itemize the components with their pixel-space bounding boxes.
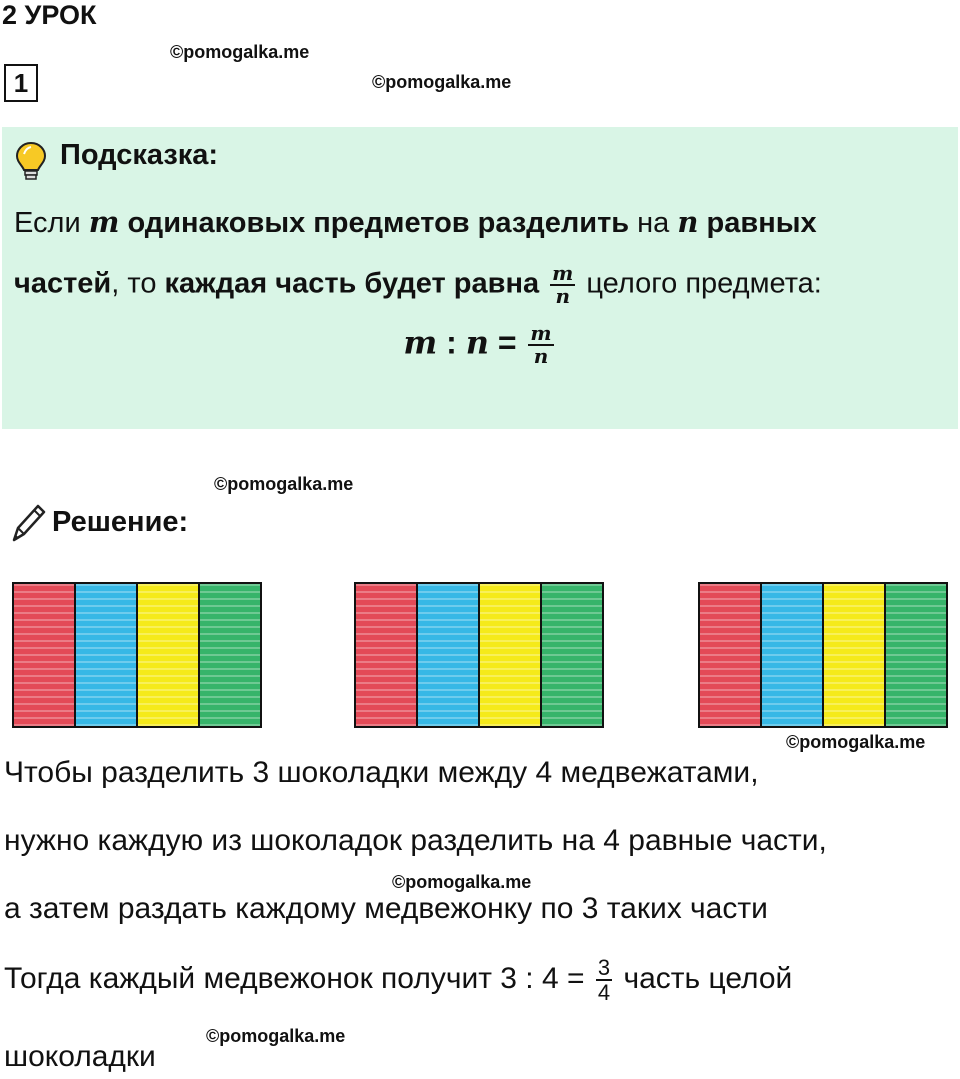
- fraction-3-over-4: [596, 956, 612, 1004]
- solution-text: часть целой: [623, 962, 793, 996]
- fraction-denominator: n: [555, 284, 571, 308]
- task-number: 1: [4, 64, 38, 102]
- solution-line-4: [4, 956, 792, 1004]
- bar-part-red: [700, 584, 762, 726]
- bar-part-blue: [418, 584, 480, 726]
- fraction-numerator: m: [530, 321, 552, 345]
- solution-line-3: а затем раздать каждому медвежонку по 3 таких части: [4, 892, 768, 925]
- fraction-m-over-n: [550, 263, 575, 307]
- bar-part-blue: [76, 584, 138, 726]
- bar-part-yellow: [480, 584, 542, 726]
- watermark: ©pomogalka.me: [786, 732, 926, 752]
- var-n: n: [465, 323, 489, 362]
- chocolate-bar: [354, 582, 604, 728]
- hint-text: на: [629, 207, 678, 239]
- hint-box: [2, 127, 958, 429]
- pencil-icon: [8, 500, 46, 546]
- var-n: n: [677, 205, 699, 239]
- hint-text: целого предмета:: [578, 267, 822, 300]
- fraction-denominator: n: [533, 344, 549, 368]
- formula-equals: =: [488, 324, 526, 361]
- formula: [2, 323, 958, 367]
- hint-text-bold: частей: [14, 267, 112, 300]
- solution-title: Решение:: [52, 506, 189, 538]
- lesson-title: 2 УРОК: [2, 0, 97, 30]
- fraction-m-over-n: [528, 323, 553, 367]
- watermark: ©pomogalka.me: [392, 872, 532, 892]
- hint-line-2: [14, 263, 822, 307]
- hint-title: Подсказка:: [60, 139, 219, 171]
- chocolate-bar: [12, 582, 262, 728]
- bar-part-green: [200, 584, 260, 726]
- watermark: ©pomogalka.me: [214, 474, 354, 494]
- solution-final-word: шоколадки: [4, 1040, 156, 1073]
- hint-line-1: [14, 205, 817, 240]
- bar-part-blue: [762, 584, 824, 726]
- bar-part-red: [14, 584, 76, 726]
- bar-part-yellow: [138, 584, 200, 726]
- watermark: ©pomogalka.me: [170, 42, 310, 62]
- formula-operator: :: [437, 324, 466, 361]
- var-m: m: [88, 205, 120, 239]
- solution-line-1: Чтобы разделить 3 шоколадки между 4 медвежатами,: [4, 756, 759, 789]
- bar-part-green: [886, 584, 946, 726]
- lightbulb-icon: [14, 141, 48, 181]
- bar-part-red: [356, 584, 418, 726]
- hint-text-bold: одинаковых предметов разделить: [119, 207, 630, 239]
- fraction-numerator: m: [552, 261, 574, 285]
- bar-part-yellow: [824, 584, 886, 726]
- fraction-denominator: 4: [597, 980, 611, 1006]
- fraction-numerator: 3: [597, 955, 611, 980]
- hint-text-bold: равных: [698, 207, 817, 239]
- var-m: m: [403, 323, 438, 362]
- hint-text: , то: [111, 267, 165, 300]
- hint-text: Если: [14, 207, 89, 239]
- watermark: ©pomogalka.me: [372, 72, 512, 92]
- chocolate-bar: [698, 582, 948, 728]
- bar-part-green: [542, 584, 602, 726]
- hint-text-bold: каждая часть будет равна: [164, 267, 540, 300]
- solution-line-2: нужно каждую из шоколадок разделить на 4 равные части,: [4, 824, 827, 857]
- watermark: ©pomogalka.me: [206, 1026, 346, 1046]
- solution-text: Тогда каждый медвежонок получит 3 : 4 =: [4, 962, 585, 996]
